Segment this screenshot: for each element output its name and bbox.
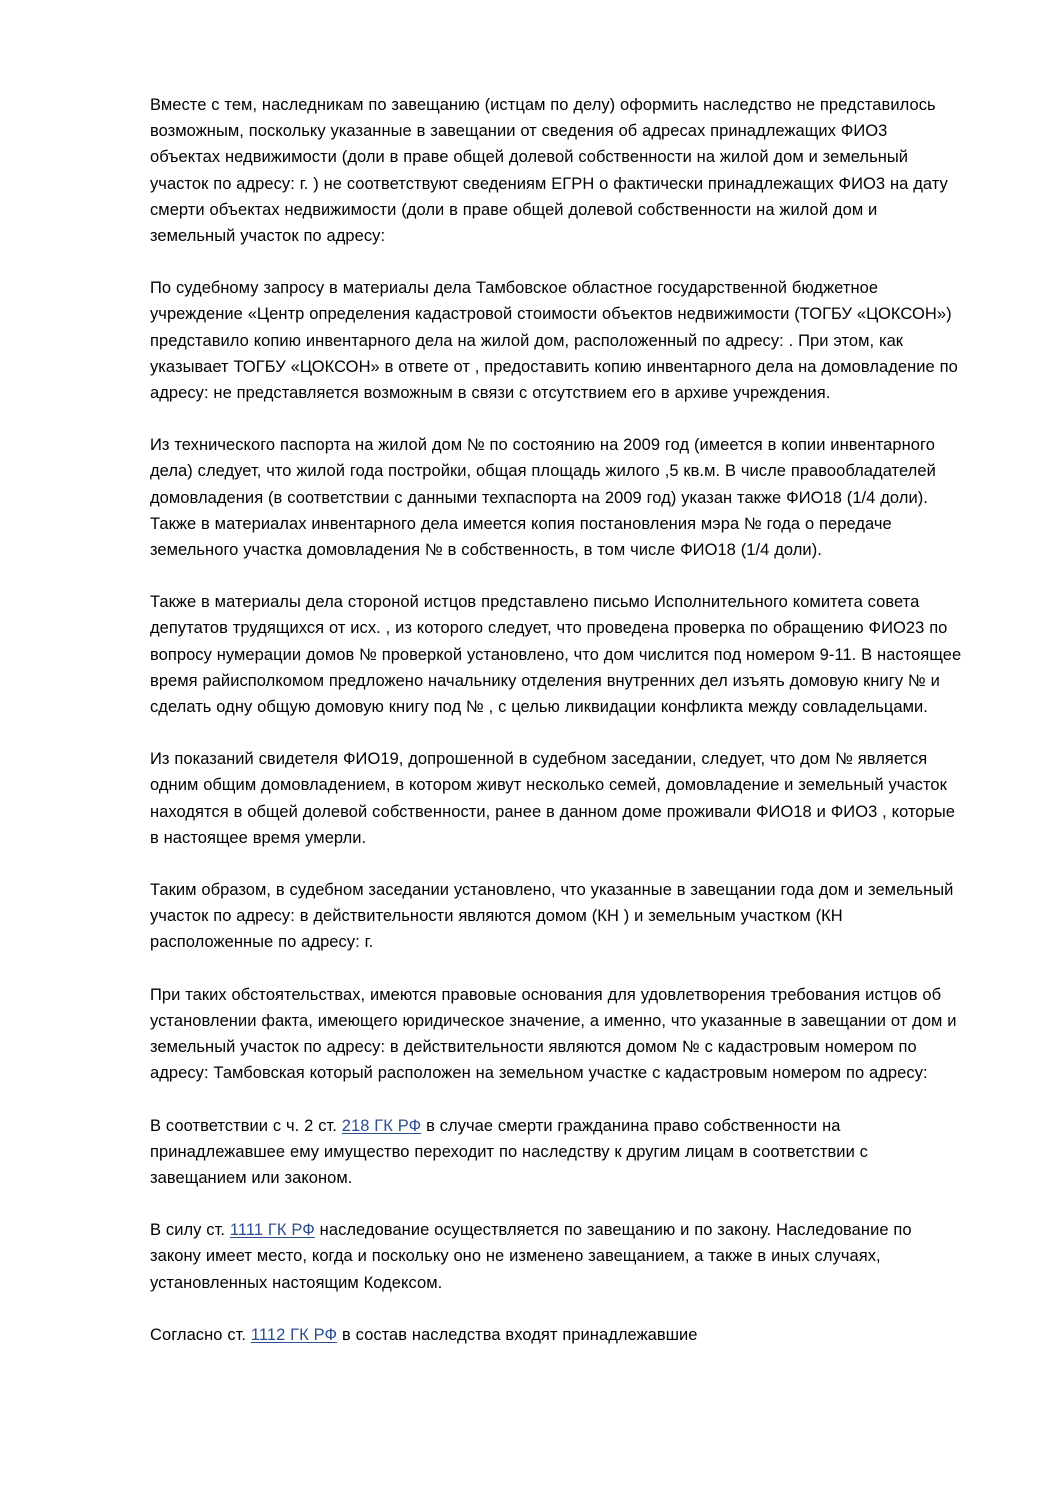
statute-1111-suffix: наследование осуществляется по завещанию и по закону. Наследование по закону имеет место, когда и поскольку оно не изменено завещанием, а также в иных случаях, установленных настоящим Кодексом. — [150, 1221, 912, 1292]
link-gk-rf-218[interactable]: 218 ГК РФ — [341, 1116, 422, 1135]
link-gk-rf-1112[interactable]: 1112 ГК РФ — [250, 1325, 338, 1344]
statute-218-prefix: В соответствии с ч. 2 ст. — [150, 1116, 342, 1135]
paragraph-1: Вместе с тем, наследникам по завещанию (истцам по делу) оформить наследство не представилось возможным, поскольку указанные в завещании от сведения об адресах принадлежащих ФИО3 объектах недвижимости (доли в праве общей долевой собственности на жилой дом и земельный участок по адресу: г. ) не соответствуют сведениям ЕГРН о фактически принадлежащих ФИО3 на дату смерти объектах недвижимости (доли в праве общей долевой собственности на жилой дом и земельный участок по адресу: — [150, 96, 948, 246]
statute-218-suffix: в случае смерти гражданина право собственности на принадлежавшее ему имущество переходит по наследству к другим лицам в соответствии с завещанием или законом. — [150, 1116, 868, 1187]
paragraph-7: При таких обстоятельствах, имеются правовые основания для удовлетворения требования истцов об установлении факта, имеющего юридическое значение, а именно, что указанные в завещании от дом и земельный участок по адресу: в действительности являются домом № с кадастровым номером по адресу: Тамбовская который расположен на земельном участке с кадастровым номером по адресу: — [150, 985, 957, 1083]
paragraph-3: Из технического паспорта на жилой дом № по состоянию на 2009 год (имеется в копии инвентарного дела) следует, что жилой года постройки, общая площадь жилого ,5 кв.м. В числе правообладателей домовладения (в соответствии с данными техпаспорта на 2009 год) указан также ФИО18 (1/4 доли). Также в материалах инвентарного дела имеется копия постановления мэра № года о передаче земельного участка домовладения № в собственность, в том числе ФИО18 (1/4 доли). — [150, 436, 936, 560]
statute-1112-prefix: Согласно ст. — [150, 1325, 251, 1344]
document-text-body — [150, 92, 962, 1348]
paragraph-10-statute-1112 — [150, 1322, 962, 1348]
paragraph-9-statute-1111 — [150, 1217, 962, 1296]
statute-1112-suffix: в состав наследства входят принадлежавшие — [337, 1325, 698, 1344]
paragraph-2: По судебному запросу в материалы дела Тамбовское областное государственной бюджетное учреждение «Центр определения кадастровой стоимости объектов недвижимости (ТОГБУ «ЦОКСОН») представило копию инвентарного дела на жилой дом, расположенный по адресу: . При этом, как указывает ТОГБУ «ЦОКСОН» в ответе от , предоставить копию инвентарного дела на домовладение по адресу: не представляется возможным в связи с отсутствием его в архиве учреждения. — [150, 279, 958, 403]
paragraph-4: Также в материалы дела стороной истцов представлено письмо Исполнительного комитета совета депутатов трудящихся от исх. , из которого следует, что проведена проверка по обращению ФИО23 по вопросу нумерации домов № проверкой установлено, что дом числится под номером 9-11. В настоящее время райисполкомом предложено начальнику отделения внутренних дел изъять домовую книгу № и сделать одну общую домовую книгу под № , с целью ликвидации конфликта между совладельцами. — [150, 593, 962, 717]
link-gk-rf-1111[interactable]: 1111 ГК РФ — [229, 1221, 315, 1240]
paragraph-6: Таким образом, в судебном заседании установлено, что указанные в завещании года дом и земельный участок по адресу: в действительности являются домом (КН ) и земельным участком (КН расположенные по адресу: г. — [150, 881, 954, 952]
paragraph-5: Из показаний свидетеля ФИО19, допрошенной в судебном заседании, следует, что дом № является одним общим домовладением, в котором живут несколько семей, домовладение и земельный участок находятся в общей долевой собственности, ранее в данном доме проживали ФИО18 и ФИО3 , которые в настоящее время умерли. — [150, 750, 955, 847]
statute-1111-prefix: В силу ст. — [150, 1221, 230, 1240]
paragraph-8-statute-218 — [150, 1113, 962, 1192]
